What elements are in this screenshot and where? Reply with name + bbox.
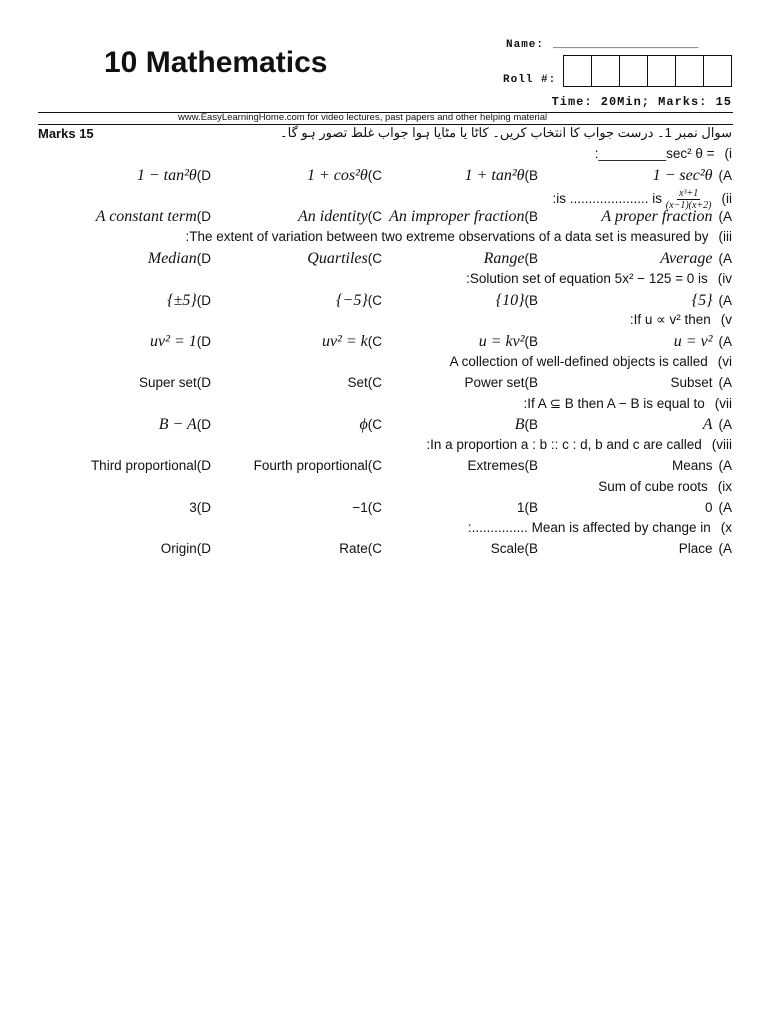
- option-key: (D: [196, 374, 211, 390]
- option-text: Median: [147, 250, 197, 267]
- question-text: [468, 520, 732, 535]
- question-stem: :is ..................... is: [552, 190, 666, 206]
- option-c[interactable]: [322, 333, 382, 351]
- roll-digit-box[interactable]: [620, 56, 648, 86]
- option-a[interactable]: [660, 250, 732, 268]
- question-stem: :_________sec² θ =: [594, 146, 715, 161]
- option-text: Power set: [464, 374, 525, 390]
- option-text: An improper fraction: [389, 208, 525, 226]
- option-text: {5}: [691, 291, 713, 309]
- option-key: (D: [196, 292, 211, 308]
- option-text: Scale: [490, 541, 525, 557]
- option-key: (C: [367, 292, 382, 308]
- options-row: [0, 541, 768, 563]
- option-a[interactable]: [705, 500, 732, 515]
- question-number: (v: [720, 312, 732, 328]
- option-text: Rate: [339, 541, 368, 557]
- option-key: (C: [367, 541, 382, 557]
- question-row: [0, 229, 768, 251]
- option-key: (A: [718, 334, 732, 350]
- option-text: Third proportional: [90, 458, 197, 473]
- option-d[interactable]: [159, 416, 211, 434]
- roll-digit-box[interactable]: [564, 56, 592, 86]
- option-b[interactable]: [517, 500, 538, 515]
- question-stem: :If u ∝ v² then: [629, 312, 711, 328]
- option-key: (B: [524, 292, 538, 308]
- option-text: uv² = k: [321, 333, 368, 351]
- option-d[interactable]: [137, 167, 211, 185]
- option-key: (B: [524, 251, 538, 266]
- option-key: (D: [196, 499, 211, 515]
- option-text: 1: [516, 499, 525, 515]
- option-a[interactable]: [692, 292, 732, 310]
- question-row: [0, 271, 768, 293]
- option-text: Extremes: [467, 458, 525, 473]
- question-row: [0, 437, 768, 459]
- question-text: [466, 271, 732, 286]
- roll-number-boxes[interactable]: [563, 55, 732, 87]
- option-text: ϕ: [359, 416, 368, 434]
- option-key: (C: [367, 374, 382, 390]
- question-row: [0, 520, 768, 542]
- question-number: (iv: [717, 270, 732, 286]
- option-c[interactable]: [307, 250, 382, 268]
- option-key: (D: [196, 458, 211, 473]
- option-key: (B: [524, 209, 538, 225]
- fraction-expression: [666, 188, 712, 211]
- option-key: (B: [524, 334, 538, 350]
- marks-label: Marks 15: [38, 126, 94, 141]
- question-text: [553, 188, 732, 211]
- name-label: Name:: [506, 39, 545, 51]
- question-stem: :The extent of variation between two extreme observations of a data set is measured by: [185, 229, 709, 245]
- option-d[interactable]: [91, 458, 211, 473]
- option-key: (B: [524, 167, 538, 183]
- option-text: Set: [347, 374, 368, 390]
- option-key: (C: [367, 417, 382, 433]
- question-number: (i: [724, 146, 732, 161]
- question-number: (viii: [711, 437, 732, 453]
- option-key: (C: [367, 209, 382, 225]
- option-key: (D: [196, 167, 211, 183]
- option-d[interactable]: [189, 500, 211, 515]
- option-key: (A: [718, 209, 732, 225]
- option-b[interactable]: [467, 458, 538, 473]
- question-row: [0, 479, 768, 501]
- option-text: {±5}: [167, 291, 197, 309]
- option-key: (A: [718, 167, 732, 183]
- option-a[interactable]: [672, 458, 732, 473]
- option-key: (B: [524, 417, 538, 433]
- question-stem: :If A ⊆ B then A − B is equal to: [523, 395, 705, 411]
- option-text: Quartiles: [307, 250, 368, 267]
- time-and-marks: Time: 20Min; Marks: 15: [551, 95, 732, 109]
- paper-title: 10 Mathematics: [104, 46, 328, 79]
- question-number: (vii: [714, 395, 732, 411]
- option-b[interactable]: [491, 541, 538, 556]
- option-text: uv² = 1: [150, 333, 197, 351]
- question-stem: :Solution set of equation 5x² − 125 = 0 is: [466, 270, 708, 286]
- options-row: [0, 500, 768, 522]
- option-key: (C: [367, 251, 382, 266]
- option-b[interactable]: [389, 208, 538, 226]
- option-text: A constant term: [95, 208, 197, 226]
- website-note: www.EasyLearningHome.com for video lectures, past papers and other helping material: [178, 112, 548, 123]
- option-b[interactable]: [515, 416, 538, 434]
- option-c[interactable]: [254, 458, 382, 473]
- options-row: [0, 167, 768, 189]
- option-key: (D: [196, 541, 211, 557]
- option-c[interactable]: [298, 208, 382, 226]
- question-number: (ii: [721, 190, 732, 206]
- option-key: (D: [196, 334, 211, 350]
- option-key: (D: [196, 209, 211, 225]
- option-c[interactable]: [359, 416, 382, 434]
- option-b[interactable]: [496, 292, 538, 310]
- roll-digit-box[interactable]: [676, 56, 704, 86]
- option-text: Fourth proportional: [253, 458, 368, 473]
- urdu-instruction: سوال نمبر 1۔ درست جواب کا انتخاب کریں۔ کاٹا یا مٹایا ہوا جواب غلط تصور ہو گا۔: [280, 125, 732, 140]
- question-row: [0, 312, 768, 334]
- option-text: Origin: [160, 541, 197, 557]
- option-text: Range: [483, 250, 525, 267]
- option-c[interactable]: [352, 500, 382, 515]
- option-text: 3: [189, 499, 197, 515]
- option-key: (A: [718, 541, 732, 557]
- question-text: [185, 229, 732, 244]
- option-b[interactable]: [464, 375, 538, 390]
- options-row: [0, 208, 768, 230]
- option-b[interactable]: [465, 167, 538, 185]
- fraction-denominator: (x−1)(x+2): [665, 199, 712, 211]
- question-text: [426, 437, 732, 452]
- question-row: [0, 354, 768, 376]
- option-key: (B: [524, 541, 538, 557]
- option-d[interactable]: [139, 375, 211, 390]
- option-a[interactable]: [679, 541, 732, 556]
- question-row: [0, 188, 768, 210]
- question-text: [523, 396, 732, 412]
- option-text: 1 − sec²θ: [652, 166, 713, 184]
- option-key: (B: [524, 499, 538, 515]
- option-key: (A: [718, 458, 732, 473]
- option-text: 0: [704, 499, 713, 515]
- question-number: (ix: [717, 478, 732, 494]
- question-stem: :In a proportion a : b :: c : d, b and c are called: [426, 437, 702, 453]
- question-stem: :............... Mean is affected by change in: [467, 520, 711, 536]
- option-key: (A: [718, 292, 732, 308]
- name-field[interactable]: ______________________: [553, 39, 699, 51]
- question-stem: Sum of cube roots: [598, 478, 708, 494]
- fraction-numerator: x³+1: [679, 187, 699, 199]
- option-a[interactable]: [601, 208, 732, 226]
- option-key: (A: [718, 417, 732, 433]
- option-key: (A: [718, 499, 732, 515]
- question-text: [630, 312, 732, 328]
- option-text: Subset: [670, 374, 713, 390]
- option-text: u = v²: [673, 333, 713, 351]
- option-text: Average: [660, 250, 713, 267]
- question-row: [0, 146, 768, 168]
- option-text: An identity: [297, 208, 368, 226]
- roll-number-label: Roll #:: [503, 74, 557, 86]
- option-b[interactable]: [484, 250, 538, 268]
- question-stem: A collection of well-defined objects is called: [449, 354, 708, 369]
- option-text: B: [514, 416, 525, 434]
- question-row: [0, 396, 768, 418]
- roll-digit-box[interactable]: [648, 56, 676, 86]
- option-text: Place: [678, 541, 713, 557]
- option-d[interactable]: [167, 292, 211, 310]
- option-key: (A: [718, 251, 732, 266]
- option-key: (D: [196, 251, 211, 266]
- option-text: B − A: [158, 416, 197, 434]
- options-row: [0, 375, 768, 397]
- option-key: (B: [524, 374, 538, 390]
- option-text: {10}: [495, 291, 525, 309]
- option-d[interactable]: [96, 208, 211, 226]
- option-key: (C: [367, 499, 382, 515]
- option-text: 1 − tan²θ: [136, 166, 197, 184]
- option-key: (C: [367, 334, 382, 350]
- option-a[interactable]: [653, 167, 732, 185]
- option-c[interactable]: [347, 375, 382, 390]
- option-a[interactable]: [670, 375, 732, 390]
- option-key: (D: [196, 417, 211, 433]
- option-c[interactable]: [307, 167, 382, 185]
- question-text: [450, 354, 732, 369]
- question-text: [598, 479, 732, 494]
- question-number: (x: [720, 520, 732, 536]
- option-text: {−5}: [336, 291, 368, 309]
- option-c[interactable]: [336, 292, 382, 310]
- option-a[interactable]: [674, 333, 732, 351]
- options-row: [0, 250, 768, 272]
- option-d[interactable]: [161, 541, 211, 556]
- option-key: (C: [367, 167, 382, 183]
- option-c[interactable]: [339, 541, 382, 556]
- option-text: Means: [671, 458, 713, 473]
- option-text: A: [702, 416, 713, 434]
- option-d[interactable]: [150, 333, 211, 351]
- question-number: (iii: [718, 229, 732, 245]
- option-b[interactable]: [479, 333, 538, 351]
- question-number: (vi: [717, 354, 732, 369]
- options-row: [0, 416, 768, 438]
- roll-digit-box[interactable]: [704, 56, 731, 86]
- options-row: [0, 292, 768, 314]
- option-a[interactable]: [703, 416, 732, 434]
- option-text: −1: [352, 499, 368, 515]
- option-text: A proper fraction: [601, 208, 713, 226]
- option-text: 1 + tan²θ: [464, 166, 525, 184]
- option-text: u = kv²: [478, 333, 525, 351]
- option-key: (C: [367, 458, 382, 473]
- options-row: [0, 333, 768, 355]
- options-row: [0, 458, 768, 480]
- option-key: (A: [718, 374, 732, 390]
- question-text: [595, 146, 732, 161]
- option-d[interactable]: [148, 250, 211, 268]
- option-key: (B: [524, 458, 538, 473]
- option-text: Super set: [138, 374, 197, 390]
- option-text: 1 + cos²θ: [306, 166, 368, 184]
- roll-digit-box[interactable]: [592, 56, 620, 86]
